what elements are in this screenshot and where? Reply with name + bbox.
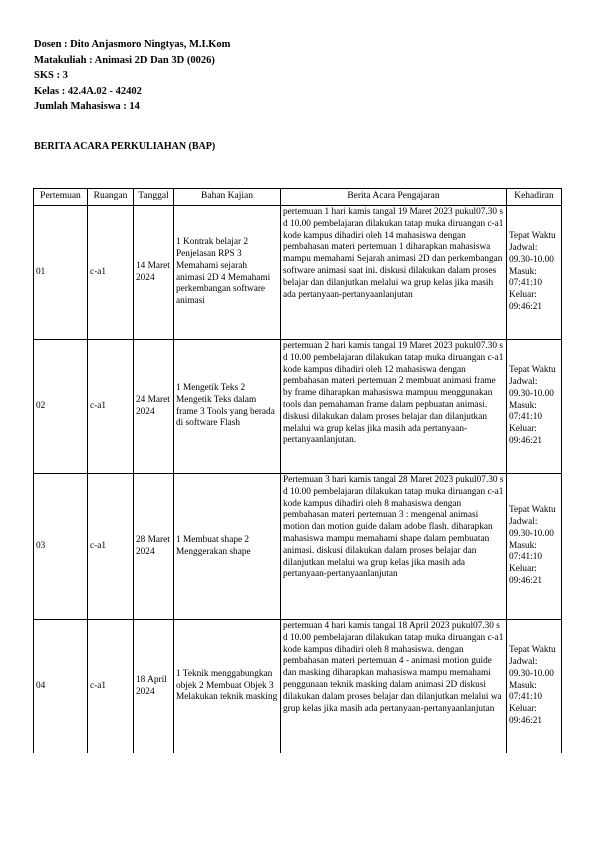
cell-pertemuan: 04 xyxy=(34,620,88,754)
cell-tanggal: 28 Maret 2024 xyxy=(134,474,174,620)
cell-pertemuan: 01 xyxy=(34,206,88,340)
cell-ruangan: c-a1 xyxy=(88,340,134,474)
cell-ruangan: c-a1 xyxy=(88,206,134,340)
cell-ruangan: c-a1 xyxy=(88,620,134,754)
cell-tanggal: 24 Maret 2024 xyxy=(134,340,174,474)
header-bahan-kajian: Bahan Kajian xyxy=(174,189,281,206)
dosen-line: Dosen : Dito Anjasmoro Ningtyas, M.I.Kom xyxy=(34,39,231,50)
header-ruangan: Ruangan xyxy=(88,189,134,206)
cell-berita-acara: pertemuan 2 hari kamis tangal 19 Maret 2023 pukul07.30 s d 10.00 pembelajaran dilakukan tatap muka diruangan c-a1 kode kampus dihadiri oleh 12 mahasiswa dengan pembahasan materi pertemuan 2 membuat animasi frame by frame diharapkan mahasiswa mampuu menggunakan tools dan pemahaman frame dalam pepbuatan animasi. diskusi dilakukan dalam proses belajar dan dilanjutkan melalui wa grup kelas jika masih ada pertanyaan-pertanyaanlanjutan. xyxy=(281,340,507,474)
header-kehadiran: Kehadiran xyxy=(507,189,562,206)
cell-ruangan: c-a1 xyxy=(88,474,134,620)
table-header-row xyxy=(34,189,562,206)
course-info xyxy=(34,37,230,115)
cell-kehadiran: Tepat Waktu Jadwal: 09.30-10.00 Masuk: 07:41:10 Keluar: 09:46:21 xyxy=(507,206,562,340)
table-row xyxy=(34,620,562,754)
header-berita-acara: Berita Acara Pengajaran xyxy=(281,189,507,206)
matakuliah-line: Matakuliah : Animasi 2D Dan 3D (0026) xyxy=(34,54,215,66)
cell-bahan-kajian: 1 Kontrak belajar 2 Penjelasan RPS 3 Memahami sejarah animasi 2D 4 Memahami perkembangan software animasi xyxy=(174,206,281,340)
cell-pertemuan: 02 xyxy=(34,340,88,474)
cell-kehadiran: Tepat Waktu Jadwal: 09.30-10.00 Masuk: 07:41:10 Keluar: 09:46:21 xyxy=(507,474,562,620)
table-row xyxy=(34,206,562,340)
cell-tanggal: 14 Maret 2024 xyxy=(134,206,174,340)
cell-bahan-kajian: 1 Teknik menggabungkan objek 2 Membuat Objek 3 Melakukan teknik masking xyxy=(174,620,281,754)
table-row xyxy=(34,340,562,474)
sks-line: SKS : 3 xyxy=(34,70,68,81)
bap-table xyxy=(33,188,562,753)
cell-kehadiran: Tepat Waktu Jadwal: 09.30-10.00 Masuk: 07:41:10 Keluar: 09:46:21 xyxy=(507,620,562,754)
jumlah-mahasiswa-line: Jumlah Mahasiswa : 14 xyxy=(34,101,140,112)
table-row xyxy=(34,474,562,620)
document-title: BERITA ACARA PERKULIAHAN (BAP) xyxy=(34,141,216,152)
cell-pertemuan: 03 xyxy=(34,474,88,620)
cell-berita-acara: pertemuan 4 hari kamis tangal 18 April 2023 pukul07.30 s d 10.00 pembelajaran dilakukan tatap muka diruangan c-a1 kode kampus dihadiri oleh 8 mahasiswa. dengan pembahasan materi pertemuan 4 - animasi motion guide dan masking diharapkan mahasiswa mampu memahami penggunaan teknik masking dalam animasi 2D diskusi dilakukan dalam proses belajar dan dilanjutkan melalui wa grup kelas jika masih ada pertanyaan-pertanyaanlanjutan xyxy=(281,620,507,754)
cell-berita-acara: pertemuan 1 hari kamis tangal 19 Maret 2023 pukul07.30 s d 10.00 pembelajaran dilakukan tatap muka diruangan c-a1 kode kampus dihadiri oleh 14 mahasiswa dengan pembahasan materi pertemuan 1 diharapkan mahasiswa mampu memahami Sejarah animasi 2D dan perkembangan software animasi saat ini. diskusi dilakukan dalam proses belajar dan dilanjutkan melalui wa grup kelas jika masih ada pertanyaan-pertanyaanlanjutan xyxy=(281,206,507,340)
header-tanggal: Tanggal xyxy=(134,189,174,206)
cell-bahan-kajian: 1 Membuat shape 2 Menggerakan shape xyxy=(174,474,281,620)
cell-tanggal: 18 April 2024 xyxy=(134,620,174,754)
cell-kehadiran: Tepat Waktu Jadwal: 09.30-10.00 Masuk: 07:41:10 Keluar: 09:46:21 xyxy=(507,340,562,474)
cell-bahan-kajian: 1 Mengetik Teks 2 Mengetik Teks dalam frame 3 Tools yang berada di software Flash xyxy=(174,340,281,474)
kelas-line: Kelas : 42.4A.02 - 42402 xyxy=(34,85,142,97)
cell-berita-acara: Pertemuan 3 hari kamis tangal 28 Maret 2023 pukul07.30 s d 10.00 pembelajaran dilakukan tatap muka diruangan c-a1 kode kampus dihadiri oleh 8 mahasiswa dengan pembahasan materi pertemuan 3 : mengenal animasi motion dan motion guide dalam adobe flash. diharapkan mahasiswa mampu memahami shape dalam pembuatan animasi. diskusi dilakukan dalam proses belajar dan dilanjutkan melalui wa grup kelas jika masih ada pertanyaan-pertanyaanlanjutan xyxy=(281,474,507,620)
header-pertemuan: Pertemuan xyxy=(34,189,88,206)
